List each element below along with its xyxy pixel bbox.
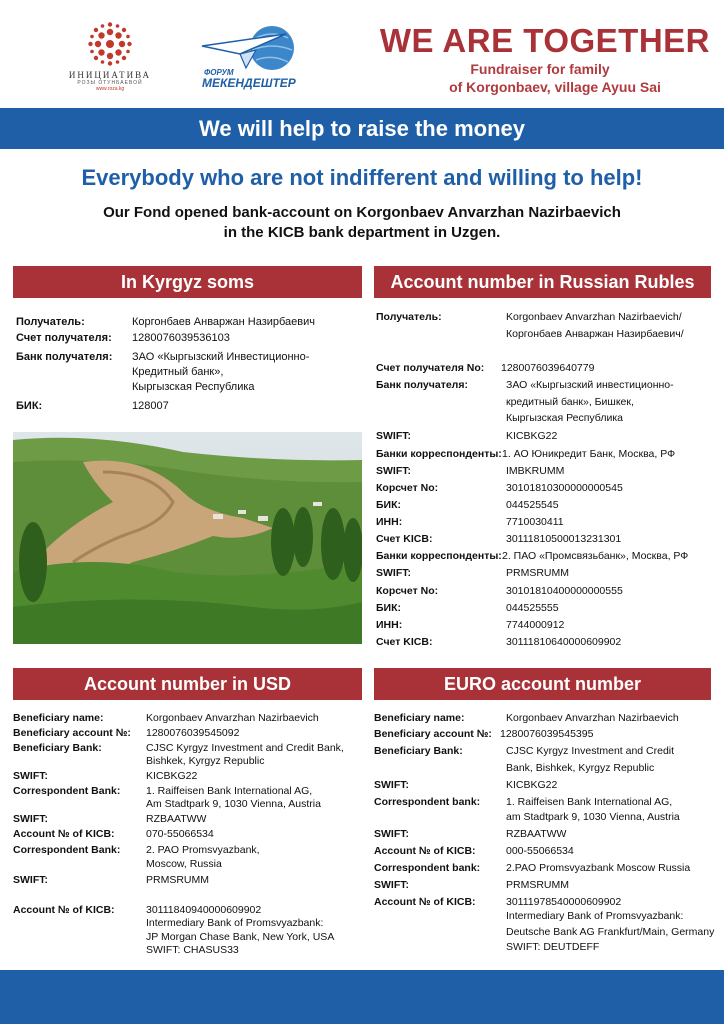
rub-row: [376, 498, 716, 512]
usd-heading: Account number in USD: [13, 668, 362, 700]
eur-row: [374, 761, 714, 775]
rub-row: [376, 378, 716, 392]
soms-label: Банк получателя:: [16, 351, 113, 363]
banner: We will help to raise the money: [0, 108, 724, 149]
rub-value: Korgonbaev Anvarzhan Nazirbaevich/: [506, 311, 682, 323]
usd-row: [13, 943, 353, 957]
eur-row: [374, 744, 714, 758]
usd-value: Korgonbaev Anvarzhan Nazirbaevich: [146, 712, 319, 724]
eur-value: am Stadtpark 9, 1030 Vienna, Austria: [506, 811, 680, 823]
rub-row: [376, 395, 716, 409]
eur-row: [374, 844, 714, 858]
soms-label: БИК:: [16, 400, 43, 412]
rub-label: SWIFT:: [376, 567, 411, 579]
rub-row: [376, 635, 716, 649]
eur-row: [374, 861, 714, 875]
rub-value: KICBKG22: [506, 430, 558, 442]
soms-row: [16, 365, 356, 379]
rub-label: SWIFT:: [376, 430, 411, 442]
usd-label: Account № of KICB:: [13, 828, 115, 840]
lead-heading: Everybody who are not indifferent and willing to help!: [81, 165, 643, 190]
soms-value: 128007: [132, 400, 169, 412]
usd-row: [13, 784, 353, 798]
eur-label: SWIFT:: [374, 779, 409, 791]
usd-row: [13, 903, 353, 917]
rub-value: 044525555: [506, 602, 559, 614]
initiative-logo-url: www.roza.kg: [95, 86, 125, 92]
usd-value: Intermediary Bank of Promsvyazbank:: [146, 917, 324, 929]
soms-label: Получатель:: [16, 316, 85, 328]
rub-value: Коргонбаев Анваржан Назирбаевич/: [506, 328, 684, 340]
usd-row: [13, 873, 353, 887]
eur-row: [374, 909, 714, 923]
rub-value: 30101810300000000545: [506, 482, 623, 494]
eur-label: SWIFT:: [374, 879, 409, 891]
eur-label: Beneficiary name:: [374, 712, 465, 724]
rub-row: [376, 601, 716, 615]
eur-row: [374, 711, 714, 725]
usd-value: 2. PAO Promsvyazbank,: [146, 844, 260, 856]
eur-value: KICBKG22: [506, 779, 558, 791]
rub-value: 30111810640000609902: [506, 636, 622, 648]
usd-value: PRMSRUMM: [146, 874, 209, 886]
rub-value: 7710030411: [506, 516, 564, 528]
forum-logo: [200, 24, 310, 96]
usd-row: [13, 797, 353, 811]
page-title: WE ARE TOGETHER: [379, 22, 710, 59]
landslide-photo: [13, 432, 362, 644]
forum-logo-top: ФОРУМ: [204, 68, 234, 77]
eur-label: Correspondent bank:: [374, 862, 481, 874]
usd-row: [13, 726, 353, 740]
eur-value: Korgonbaev Anvarzhan Nazirbaevich: [506, 712, 679, 724]
usd-value: 30111840940000609902: [146, 904, 262, 916]
rub-row: [376, 515, 716, 529]
eur-value: Intermediary Bank of Promsvyazbank:: [506, 910, 684, 922]
eur-value: 1. Raiffeisen Bank International AG,: [506, 796, 673, 808]
initiative-logo-name: ИНИЦИАТИВА: [68, 70, 152, 80]
usd-label: SWIFT:: [13, 770, 48, 782]
rosette-icon: [88, 22, 132, 66]
rub-label: Счет KICB:: [376, 533, 433, 545]
rub-row: [376, 464, 716, 478]
usd-label: Correspondent Bank:: [13, 844, 121, 856]
rub-row: [376, 447, 716, 461]
eur-heading: EURO account number: [374, 668, 711, 700]
eur-value: Deutsche Bank AG Frankfurt/Main, Germany: [506, 926, 715, 938]
rub-row: [376, 411, 716, 425]
usd-value: CJSC Kyrgyz Investment and Credit Bank,: [146, 742, 344, 754]
soms-label: Счет получателя:: [16, 332, 112, 344]
eur-row: [374, 795, 714, 809]
subtitle-line-2: of Korgonbaev, village Ayuu Sai: [449, 79, 661, 95]
usd-row: [13, 769, 353, 783]
usd-label: Account № of KICB:: [13, 904, 115, 916]
rub-value: PRMSRUMM: [506, 567, 569, 579]
usd-label: SWIFT:: [13, 813, 48, 825]
rub-label: Получатель:: [376, 311, 442, 323]
paper-plane-globe-icon: [200, 24, 300, 74]
usd-value: 1. Raiffeisen Bank International AG,: [146, 785, 313, 797]
rub-label: ИНН:: [376, 516, 403, 528]
rub-value: 7744000912: [506, 619, 565, 631]
initiative-logo: [58, 22, 162, 100]
rub-label: Счет получателя No:: [376, 362, 485, 374]
eur-value: RZBAATWW: [506, 828, 567, 840]
eur-row: [374, 940, 714, 954]
usd-label: Beneficiary account №:: [13, 727, 131, 739]
rub-row: [376, 549, 716, 563]
footer-bar: [0, 970, 724, 1024]
eur-row: [374, 925, 714, 939]
usd-label: SWIFT:: [13, 874, 48, 886]
rub-label: Банки корреспонденты:: [376, 448, 502, 460]
eur-value: SWIFT: DEUTDEFF: [506, 941, 600, 953]
usd-row: [13, 857, 353, 871]
eur-label: Beneficiary Bank:: [374, 745, 463, 757]
soms-row: [16, 331, 356, 345]
eur-label: Beneficiary account №:: [374, 728, 492, 740]
rub-label: Корсчет No:: [376, 482, 439, 494]
eur-value: 2.PAO Promsvyazbank Moscow Russia: [506, 862, 691, 874]
soms-row: [16, 315, 356, 329]
rub-value: IMBKRUMM: [506, 465, 565, 477]
soms-value: ЗАО «Кыргызский Инвестиционно-: [132, 351, 310, 363]
usd-row: [13, 930, 353, 944]
usd-value: JP Morgan Chase Bank, New York, USA: [146, 931, 335, 943]
rub-row: [376, 310, 716, 324]
usd-row: [13, 916, 353, 930]
eur-row: [374, 895, 714, 909]
usd-value: 070-55066534: [146, 828, 214, 840]
soms-heading: In Kyrgyz soms: [13, 266, 362, 298]
eur-value: 1280076039545395: [500, 728, 594, 740]
rub-label: Банки корреспонденты:: [376, 550, 502, 562]
usd-label: Correspondent Bank:: [13, 785, 121, 797]
rub-label: Банк получателя:: [376, 379, 468, 391]
eur-value: Bank, Bishkek, Kyrgyz Republic: [506, 762, 655, 774]
soms-value: 1280076039536103: [132, 332, 230, 344]
rub-row: [376, 566, 716, 580]
rub-value: 044525545: [506, 499, 559, 511]
soms-value: Кыргызская Республика: [132, 381, 255, 393]
rub-value: 30101810400000000555: [506, 585, 623, 597]
usd-value: Moscow, Russia: [146, 858, 222, 870]
rub-row: [376, 532, 716, 546]
rub-value: ЗАО «Кыргызский инвестиционно-: [506, 379, 674, 391]
rub-label: Корсчет No:: [376, 585, 439, 597]
eur-label: SWIFT:: [374, 828, 409, 840]
rub-row: [376, 481, 716, 495]
soms-row: [16, 350, 356, 364]
initiative-logo-sub: РОЗЫ ОТУНБАЕВОЙ: [77, 80, 143, 86]
eur-label: Account № of KICB:: [374, 896, 476, 908]
usd-value: Bishkek, Kyrgyz Republic: [146, 755, 265, 767]
soms-value: Кредитный банк»,: [132, 366, 224, 378]
eur-label: Correspondent bank:: [374, 796, 481, 808]
rub-value: 1280076039640779: [501, 362, 595, 374]
subtitle-line-1: Fundraiser for family: [470, 61, 610, 77]
rub-value: 2. ПАО «Промсвязьбанк», Москва, РФ: [502, 550, 689, 562]
eur-value: 000-55066534: [506, 845, 574, 857]
usd-value: KICBKG22: [146, 770, 198, 782]
rub-value: кредитный банк», Бишкек,: [506, 396, 634, 408]
usd-label: Beneficiary name:: [13, 712, 104, 724]
lead-text-line-2: in the KICB bank department in Uzgen.: [223, 224, 501, 241]
forum-logo-name: МЕКЕНДЕШТЕР: [202, 76, 296, 90]
usd-row: [13, 754, 353, 768]
rub-row: [376, 429, 716, 443]
eur-row: [374, 727, 714, 741]
soms-row: [16, 380, 356, 394]
soms-value: Коргонбаев Анваржан Назирбаевич: [132, 316, 316, 328]
usd-value: RZBAATWW: [146, 813, 207, 825]
eur-row: [374, 778, 714, 792]
usd-row: [13, 827, 353, 841]
soms-row: [16, 399, 356, 413]
eur-value: PRMSRUMM: [506, 879, 569, 891]
rub-row: [376, 361, 716, 375]
rub-value: 1. АО Юникредит Банк, Москва, РФ: [502, 448, 676, 460]
usd-row: [13, 812, 353, 826]
usd-value: Am Stadtpark 9, 1030 Vienna, Austria: [146, 798, 321, 810]
rub-row: [376, 584, 716, 598]
usd-row: [13, 843, 353, 857]
rub-label: Счет KICB:: [376, 636, 433, 648]
lead-text-line-1: Our Fond opened bank-account on Korgonbaev Anvarzhan Nazirbaevich: [103, 204, 621, 221]
rub-heading: Account number in Russian Rubles: [374, 266, 711, 298]
header: [0, 0, 724, 108]
eur-row: [374, 827, 714, 841]
rub-value: 30111810500013231301: [506, 533, 622, 545]
usd-value: SWIFT: CHASUS33: [146, 944, 239, 956]
eur-value: 30111978540000609902: [506, 896, 622, 908]
rub-label: SWIFT:: [376, 465, 411, 477]
usd-row: [13, 711, 353, 725]
rub-label: БИК:: [376, 602, 401, 614]
rub-row: [376, 327, 716, 341]
eur-value: CJSC Kyrgyz Investment and Credit: [506, 745, 675, 757]
usd-value: 1280076039545092: [146, 727, 240, 739]
rub-value: Кыргызская Республика: [506, 412, 623, 424]
usd-label: Beneficiary Bank:: [13, 742, 102, 754]
eur-label: Account № of KICB:: [374, 845, 476, 857]
usd-row: [13, 741, 353, 755]
rub-label: ИНН:: [376, 619, 403, 631]
eur-row: [374, 810, 714, 824]
eur-row: [374, 878, 714, 892]
rub-row: [376, 618, 716, 632]
lead-text: [0, 203, 724, 243]
rub-label: БИК:: [376, 499, 401, 511]
